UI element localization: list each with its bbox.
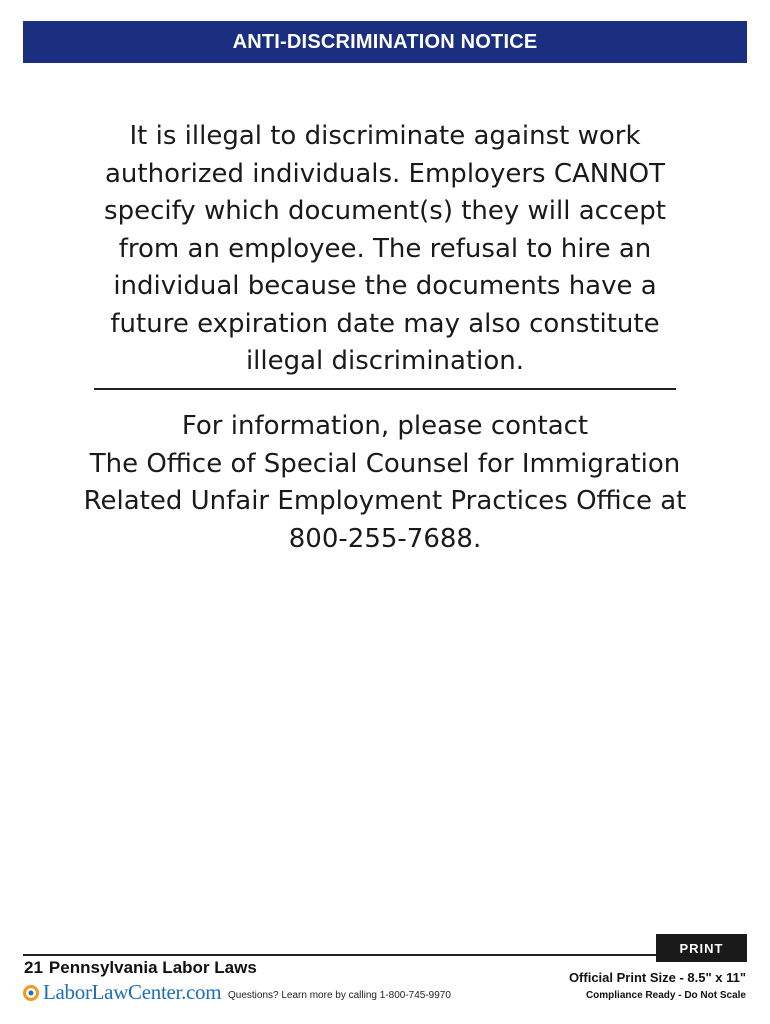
section-name: Pennsylvania Labor Laws	[48, 958, 257, 977]
contact-line: Related Unfair Employment Practices Office at	[83, 486, 687, 516]
notice-line: specify which document(s) they will accept	[104, 196, 666, 226]
notice-body	[60, 118, 710, 381]
print-button[interactable]: PRINT	[656, 934, 747, 962]
contact-line: For information, please contact	[181, 411, 589, 441]
notice-title: ANTI-DISCRIMINATION NOTICE	[232, 30, 538, 53]
notice-header	[23, 21, 747, 63]
notice-line: illegal discrimination.	[245, 346, 525, 376]
contact-line: The Office of Special Counsel for Immigration	[89, 448, 681, 479]
questions-text: Questions? Learn more by calling 1-800-745-9970	[228, 990, 451, 1001]
contact-phone: 800-255-7688.	[288, 523, 482, 554]
contact-info	[40, 408, 730, 558]
notice-line: future expiration date may also constitute	[110, 308, 660, 339]
section-divider	[94, 388, 676, 390]
page-number: 21	[24, 958, 43, 977]
footer-section-title	[24, 958, 257, 978]
notice-line: individual because the documents have a	[113, 271, 657, 301]
logo-text: LaborLawCenter.com	[43, 980, 222, 1004]
location-pin-icon	[22, 984, 40, 1002]
notice-line: from an employee. The refusal to hire an	[118, 233, 652, 264]
notice-line: authorized individuals. Employers CANNOT	[104, 158, 666, 189]
footer-divider	[23, 954, 747, 956]
notice-line: It is illegal to discriminate against work	[129, 121, 641, 151]
compliance-note: Compliance Ready - Do Not Scale	[585, 990, 746, 1001]
laborlawcenter-logo[interactable]	[22, 980, 221, 1005]
official-print-size: Official Print Size - 8.5" x 11"	[568, 970, 746, 985]
